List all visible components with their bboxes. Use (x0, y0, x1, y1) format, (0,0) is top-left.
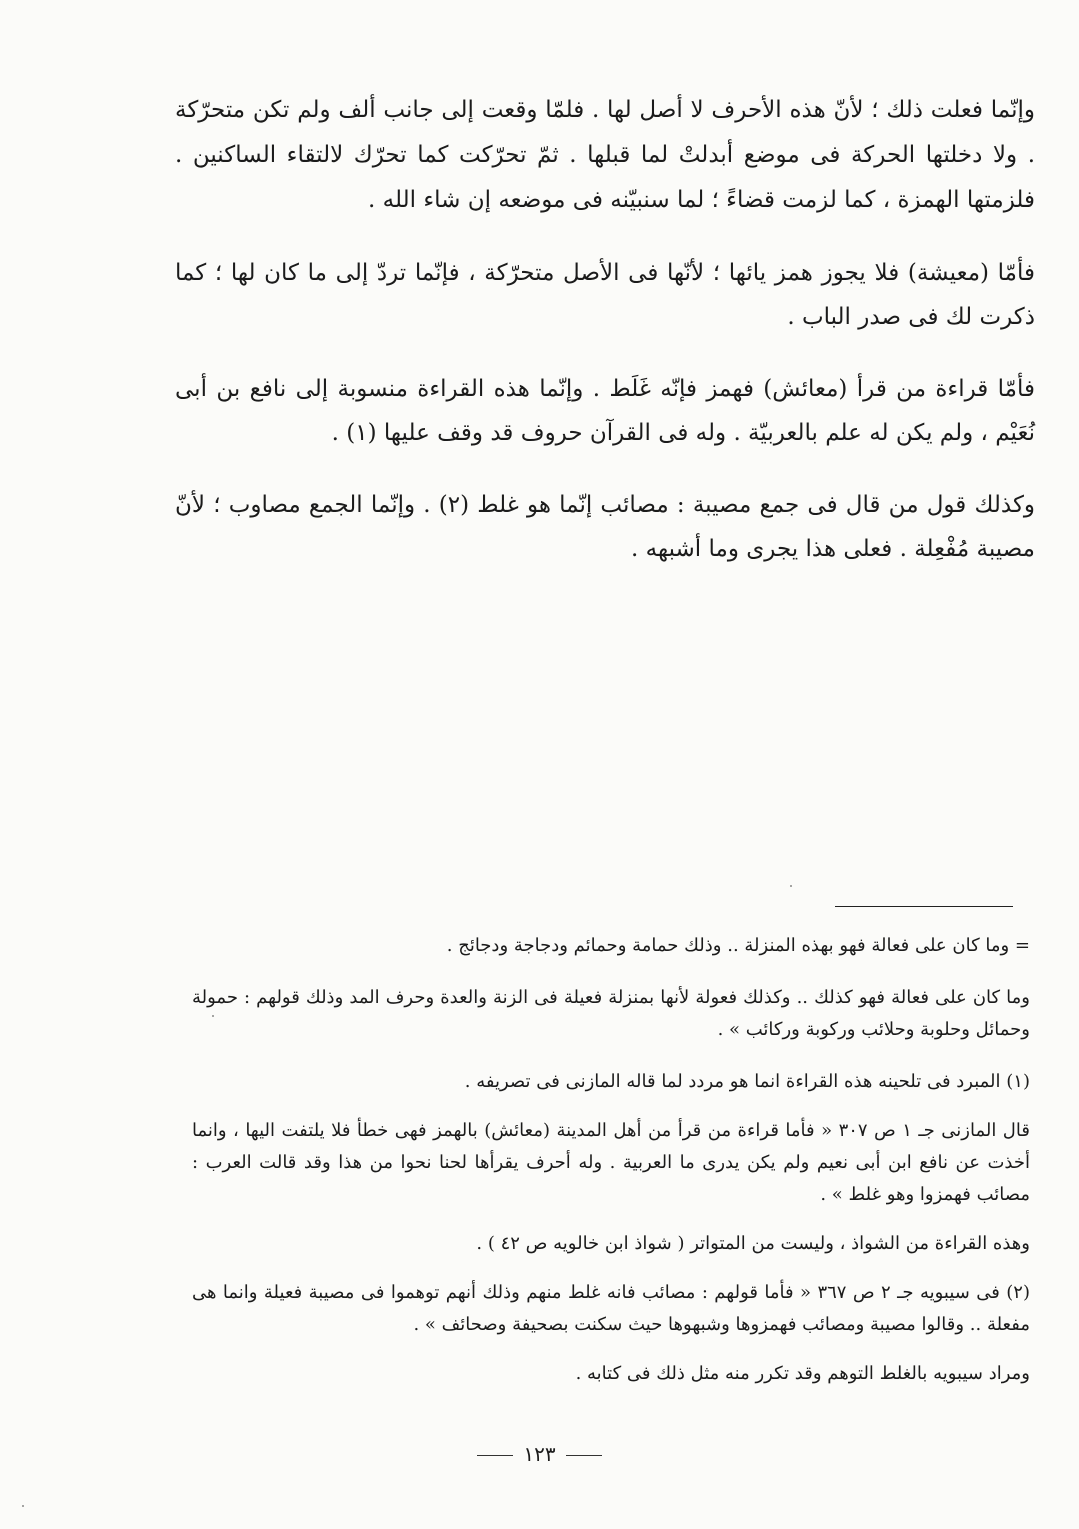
footnote-separator (835, 906, 1013, 907)
scan-speck (212, 1015, 214, 1017)
paragraph-1: وإنّما فعلت ذلك ؛ لأنّ هذه الأحرف لا أصل لها . فلمّا وقعت إلى جانب ألف ولم تكن متحرّكة . ولا دخلتها الحركة فى موضع أبدلتْ لما قبلها . ثمّ تحرّكت كما تحرّك لالتقاء الساكنين . فلزمتها الهمزة ، كما لزمت قضاءً ؛ لما سنبيّنه فى موضعه إن شاء الله . (175, 97, 1035, 213)
footnote-1-intro: (١) المبرد فى تلحينه هذه القراءة انما هو مردد لما قاله المازنى فى تصريفه . (464, 1071, 1030, 1092)
scan-speck (790, 885, 792, 887)
footnote-2-quote: (٢) فى سيبويه جـ ٢ ص ٣٦٧ « فأما قولهم : مصائب فانه غلط منهم وذلك أنهم توهموا فى مصيبة فعيلة وانما هى مفعلة .. وقالوا مصيبة ومصائب فهمزوها وشبهوها حيث سكنت بصحيفة وصحائف » . (192, 1282, 1030, 1335)
footnotes-section (192, 930, 1030, 1407)
footnote-2-remark: ومراد سيبويه بالغلط التوهم وقد تكرر منه مثل ذلك فى كتابه . (575, 1363, 1030, 1384)
footnote-1-remark: وهذه القراءة من الشواذ ، وليست من المتواتر ( شواذ ابن خالويه ص ٤٢ ) . (476, 1233, 1030, 1254)
page-number-value: ١٢٣ (523, 1442, 556, 1466)
page-number-dash-left (477, 1455, 513, 1456)
paragraph-4: وكذلك قول من قال فى جمع مصيبة : مصائب إنّما هو غلط (٢) . وإنّما الجمع مصاوب ؛ لأنّ مصيبة مُفْعِلة . فعلى هذا يجرى وما أشبهه . (175, 492, 1035, 562)
footnote-1-quote: قال المازنى جـ ١ ص ٣٠٧ « فأما قراءة من قرأ من أهل المدينة (معائش) بالهمز فهى خطأ فلا يلتفت اليها ، وانما أخذت عن نافع ابن أبى نعيم ولم يكن يدرى ما العربية . وله أحرف يقرأها لحنا نحوا من هذا وقد قالت العرب : مصائب فهمزوا وهو غلط » . (192, 1120, 1030, 1205)
main-text-body (175, 88, 1035, 599)
page-number-dash-right (566, 1455, 602, 1456)
paragraph-2: فأمّا (معيشة) فلا يجوز همز يائها ؛ لأنّها فى الأصل متحرّكة ، فإنّما تردّ إلى ما كان لها ؛ كما ذكرت لك فى صدر الباب . (175, 260, 1035, 330)
page-number (0, 1442, 1079, 1466)
scan-speck (22, 1505, 24, 1507)
footnote-continuation-line-2: وما كان على فعالة فهو كذلك .. وكذلك فعولة لأنها بمنزلة فعيلة فى الزنة والعدة وحرف المد وذلك قولهم : حمولة وحمائل وحلوبة وحلائب وركوبة وركائب » . (192, 987, 1030, 1040)
footnote-continuation-line-1: = وما كان على فعالة فهو بهذه المنزلة .. وذلك حمامة وحمائم ودجاجة ودجائج . (446, 935, 1030, 956)
paragraph-3: فأمّا قراءة من قرأ (معائش) فهمز فإنّه غَلَط . وإنّما هذه القراءة منسوبة إلى نافع بن أبى نُعَيْم ، ولم يكن له علم بالعربيّة . وله فى القرآن حروف قد وقف عليها (١) . (175, 376, 1035, 446)
